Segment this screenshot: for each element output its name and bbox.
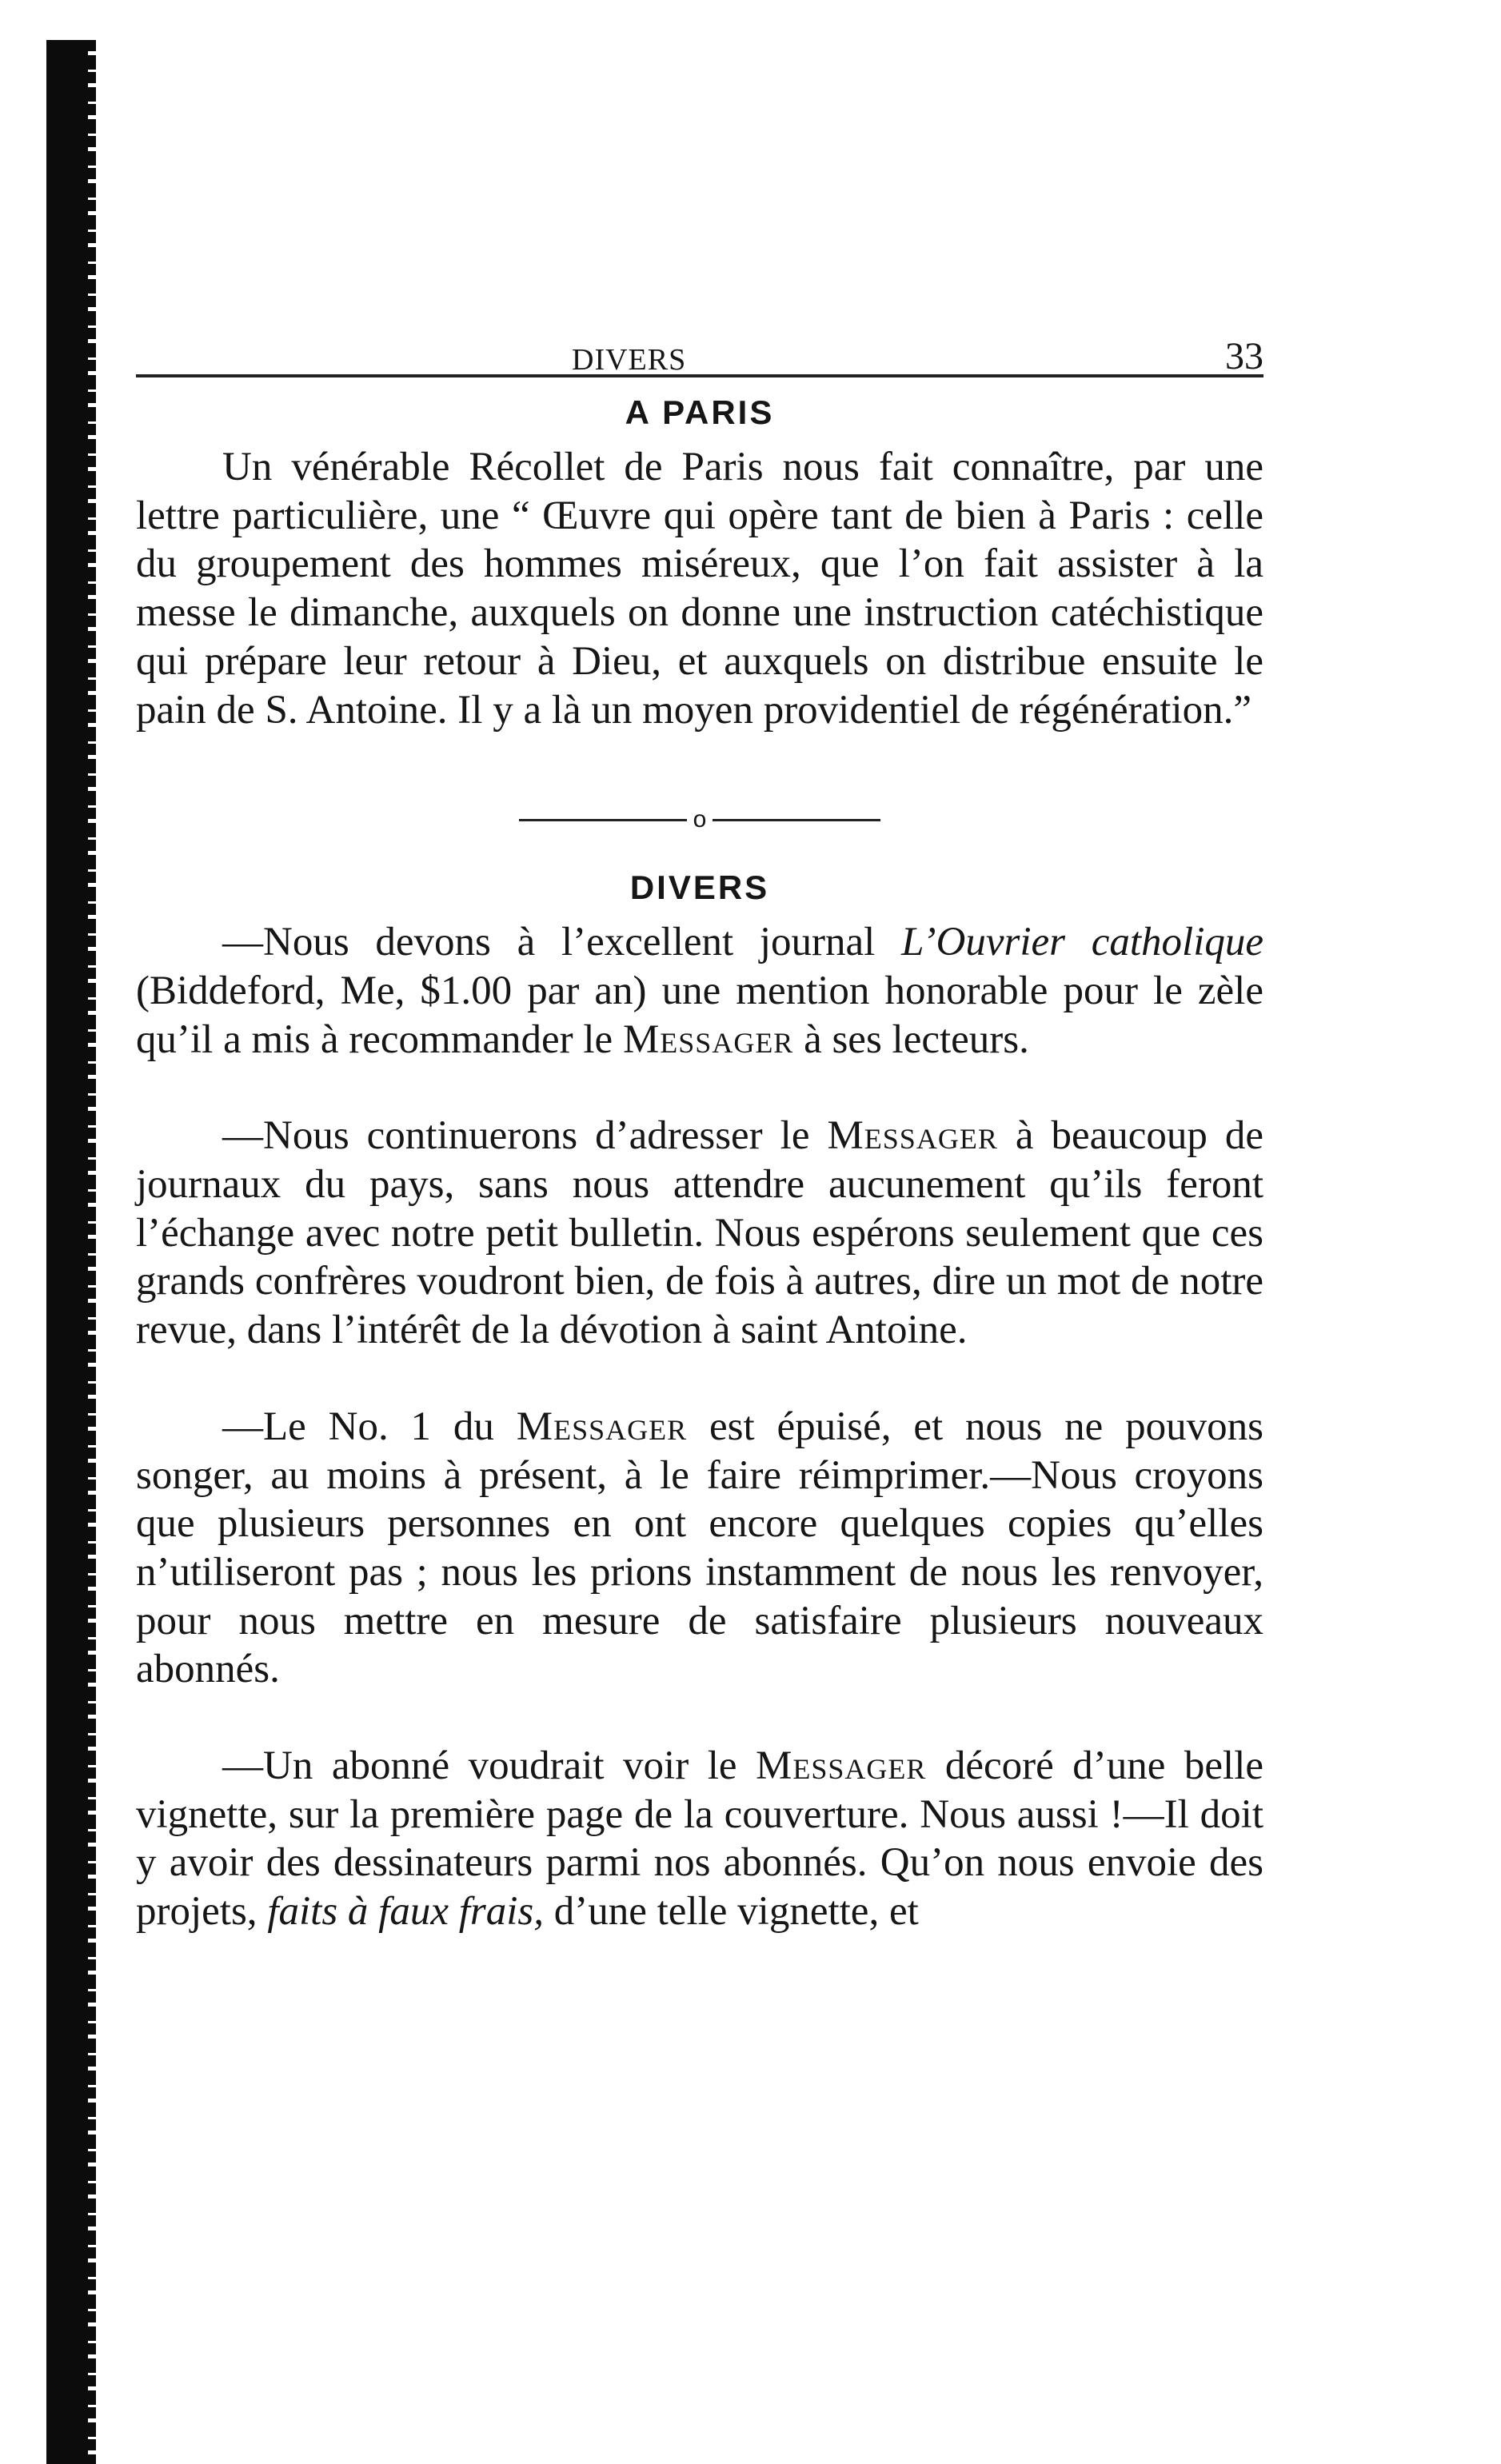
text-run: —Le No. 1 du xyxy=(222,1404,517,1449)
separator-bar-right xyxy=(713,819,880,821)
text-run: décoré d’une belle vignette, sur la première page de la couverture. Nous aussi !—Il doit y avoir des dessinateurs parmi nos abonnés. Qu’on nous envoie des projets, xyxy=(136,1743,1263,1935)
running-head-title: DIVERS xyxy=(572,343,687,377)
section-title-a-paris: A PARIS xyxy=(625,393,775,431)
text-run: à beaucoup de journaux du pays, sans nous attendre aucunement qu’ils feront l’échange avec notre petit bulletin. Nous espérons seulement que ces grands confrères voudront bien, de fois à autres, dire un mot de notre revue, dans l’intérêt de la dévotion à saint Antoine. xyxy=(136,1113,1263,1353)
messager-name: Messager xyxy=(827,1113,998,1159)
section-title-divers: DIVERS xyxy=(629,869,770,907)
paragraph-vignette xyxy=(136,1742,1263,1936)
journal-name: L’Ouvrier catholique xyxy=(901,920,1264,965)
italic-phrase: faits à faux frais, xyxy=(267,1889,545,1935)
section-separator xyxy=(136,806,1263,833)
messager-name: Messager xyxy=(756,1743,927,1789)
running-head xyxy=(136,320,1263,377)
text-run: est épuisé, et nous ne pouvons songer, au moins à présent, à le faire réimprimer.—Nous croyons que plusieurs personnes en ont encore quelques copies qu’elles n’utiliseront pas ; nous les prions instamment de nous les renvoyer, pour nous mettre en mesure de satisfaire plusieurs nouveaux abonnés. xyxy=(136,1404,1263,1692)
page-binding-edge xyxy=(46,40,91,2464)
text-run: (Biddeford, Me, $1.00 par an) une mention honorable pour le zèle qu’il a mis à recommander le xyxy=(136,968,1263,1062)
text-run: —Nous devons à l’excellent journal xyxy=(222,920,902,965)
messager-name: Messager xyxy=(516,1404,688,1449)
messager-name: Messager xyxy=(622,1016,794,1062)
book-page xyxy=(136,320,1263,1936)
paragraph-numero-epuise xyxy=(136,1403,1263,1694)
paragraph-journaux xyxy=(136,1112,1263,1355)
header-rule xyxy=(136,374,1263,377)
text-run: à ses lecteurs. xyxy=(793,1016,1029,1062)
paragraph-journal-mention xyxy=(136,918,1263,1064)
page-number: 33 xyxy=(1225,335,1263,377)
paragraph-a-paris: Un vénérable Récollet de Paris nous fait connaître, par une lettre particulière, une “ Œuvre qui opère tant de bien à Paris : celle du groupement des hommes miséreux, que l’on fait assister à la messe le dimanche, auxquels on donne une instruction catéchistique qui prépare leur retour à Dieu, et auxquels on distribue ensuite le pain de S. Antoine. Il y a là un moyen providentiel de régénération.” xyxy=(136,445,1263,733)
text-run: —Un abonné voudrait voir le xyxy=(222,1743,756,1789)
text-run: —Nous continuerons d’adresser le xyxy=(222,1113,828,1159)
separator-ornament: o xyxy=(693,806,707,833)
text-run: d’une telle vignette, et xyxy=(544,1889,919,1935)
separator-bar-left xyxy=(519,819,687,821)
